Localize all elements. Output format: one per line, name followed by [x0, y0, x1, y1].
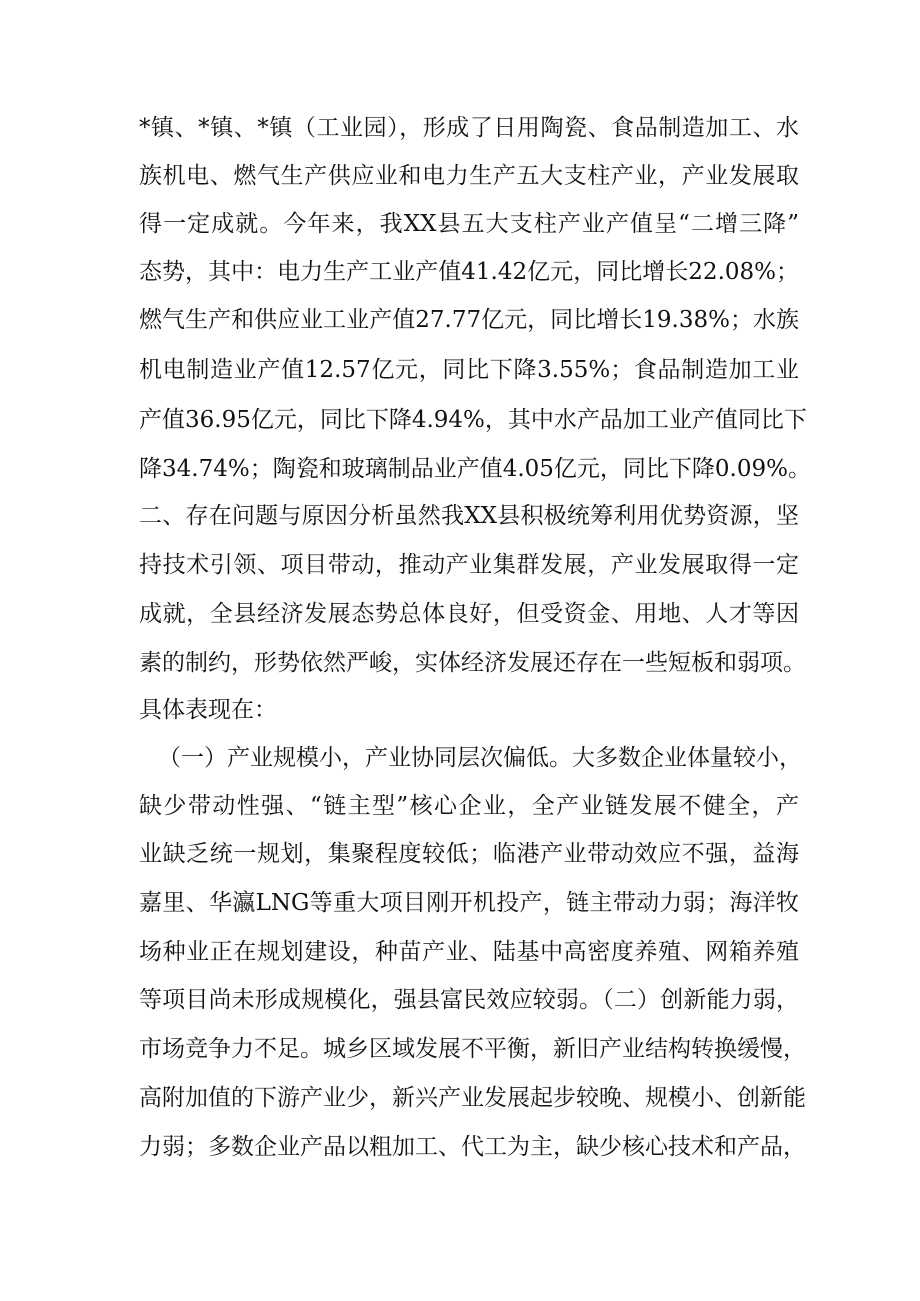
text-line: 市场竞争力不足。城乡区域发展不平衡，新旧产业结构转换缓慢， [139, 1036, 806, 1062]
text-line: 具体表现在： [139, 697, 277, 723]
text-line: 嘉里、华瀛LNG等重大项目刚开机投产，链主带动力弱；海洋牧 [139, 890, 799, 916]
text-line: *镇、*镇、*镇（工业园），形成了日用陶瓷、食品制造加工、水 [139, 115, 799, 141]
text-line: 机电制造业产值12.57亿元，同比下降3.55%；食品制造加工业 [139, 357, 799, 383]
subsection-line: （一）产业规模小，产业协同层次偏低。大多数企业体量较小， [158, 745, 802, 771]
text-line: 缺少带动性强、“链主型”核心企业，全产业链发展不健全，产 [139, 793, 799, 819]
text-line: 族机电、燃气生产供应业和电力生产五大支柱产业，产业发展取 [139, 163, 799, 189]
text-line: 等项目尚未形成规模化，强县富民效应较弱。（二）创新能力弱， [139, 987, 799, 1013]
text-line: 态势，其中：电力生产工业产值41.42亿元，同比增长22.08%； [139, 259, 799, 285]
text-line: 燃气生产和供应业工业产值27.77亿元，同比增长19.38%；水族 [139, 307, 799, 333]
text-line: 高附加值的下游产业少，新兴产业发展起步较晚、规模小、创新能 [139, 1085, 806, 1111]
text-line: 产值36.95亿元，同比下降4.94%，其中水产品加工业产值同比下 [139, 407, 807, 433]
section-heading-line: 二、存在问题与原因分析虽然我XX县积极统筹利用优势资源，坚 [139, 503, 799, 529]
text-line: 业缺乏统一规划，集聚程度较低；临港产业带动效应不强，益海 [139, 841, 799, 867]
text-line: 力弱；多数企业产品以粗加工、代工为主，缺少核心技术和产品， [139, 1134, 806, 1160]
text-line: 降34.74%；陶瓷和玻璃制品业产值4.05亿元，同比下降0.09%。 [139, 456, 811, 482]
text-line: 得一定成就。今年来，我XX县五大支柱产业产值呈“二增三降” [139, 211, 799, 237]
text-line: 持技术引领、项目带动，推动产业集群发展，产业发展取得一定 [139, 552, 799, 578]
text-line: 场种业正在规划建设，种苗产业、陆基中高密度养殖、网箱养殖 [139, 939, 799, 965]
text-line: 素的制约，形势依然严峻，实体经济发展还存在一些短板和弱项。 [139, 650, 806, 676]
text-line: 成就，全县经济发展态势总体良好，但受资金、用地、人才等因 [139, 601, 799, 627]
